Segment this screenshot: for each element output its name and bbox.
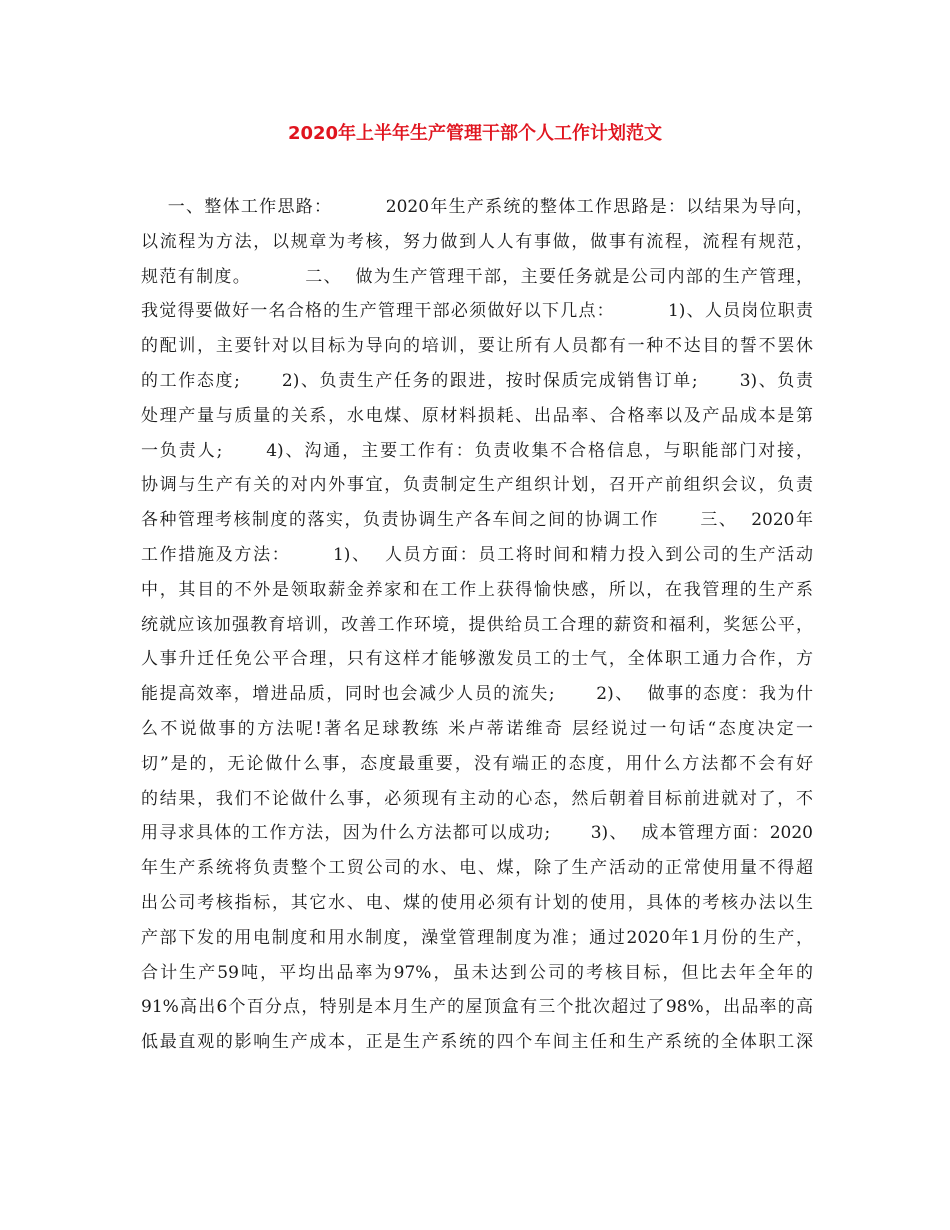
paragraph-line: 出公司考核指标，其它水、电、煤的使用必须有计划的使用，具体的考核办法以生: [141, 892, 813, 913]
paragraph-line: 合计生产59吨，平均出品率为97%，虽未达到公司的考核目标，但比去年全年的: [141, 962, 813, 983]
paragraph-line: 统就应该加强教育培训，改善工作环境，提供给员工合理的薪资和福利，奖惩公平，: [141, 614, 813, 635]
paragraph-line: 工作措施及方法： 1)、 人员方面：员工将时间和精力投入到公司的生产活动: [141, 544, 813, 565]
paragraph-line: 的工作态度; 2)、负责生产任务的跟进，按时保质完成销售订单; 3)、负责: [141, 370, 813, 391]
paragraph-line: 各种管理考核制度的落实，负责协调生产各车间之间的协调工作 三、 2020年: [141, 510, 813, 531]
paragraph-line: 我觉得要做好一名合格的生产管理干部必须做好以下几点： 1)、人员岗位职责: [141, 301, 813, 322]
paragraph-line: 切”是的，无论做什么事，态度最重要，没有端正的态度，用什么方法都不会有好: [141, 753, 813, 774]
paragraph-line: 产部下发的用电制度和用水制度，澡堂管理制度为准；通过2020年1月份的生产，: [141, 927, 813, 948]
paragraph-line: 规范有制度。 二、 做为生产管理干部，主要任务就是公司内部的生产管理，: [141, 266, 813, 287]
document-title: 2020年上半年生产管理干部个人工作计划范文: [287, 123, 663, 144]
paragraph-line: 一、整体工作思路： 2020年生产系统的整体工作思路是：以结果为导向，: [141, 197, 813, 217]
paragraph-line: 以流程为方法，以规章为考核，努力做到人人有事做，做事有流程，流程有规范，: [141, 231, 813, 252]
paragraph-line: 年生产系统将负责整个工贸公司的水、电、煤，除了生产活动的正常使用量不得超: [141, 858, 813, 879]
paragraph-line: 用寻求具体的工作方法，因为什么方法都可以成功; 3)、 成本管理方面：2020: [141, 823, 813, 844]
paragraph-line: 91%高出6个百分点，特别是本月生产的屋顶盒有三个批次超过了98%，出品率的高: [141, 997, 813, 1018]
paragraph-line: 中，其目的不外是领取薪金养家和在工作上获得愉快感，所以，在我管理的生产系: [141, 579, 813, 600]
paragraph-line: 的结果，我们不论做什么事，必须现有主动的心态，然后朝着目标前进就对了，不: [141, 788, 813, 809]
paragraph-line: 低最直观的影响生产成本，正是生产系统的四个车间主任和生产系统的全体职工深: [141, 1032, 813, 1053]
document-body: [141, 190, 813, 1060]
paragraph-line: 么不说做事的方法呢!著名足球教练 米卢蒂诺维奇 层经说过一句话“态度决定一: [141, 718, 813, 739]
paragraph-line: 的配训，主要针对以目标为导向的培训，要让所有人员都有一种不达目的誓不罢休: [141, 336, 813, 357]
paragraph-line: 协调与生产有关的对内外事宜，负责制定生产组织计划，召开产前组织会议，负责: [141, 475, 813, 496]
paragraph-line: 处理产量与质量的关系，水电煤、原材料损耗、出品率、合格率以及产品成本是第: [141, 405, 813, 426]
paragraph-line: 能提高效率，增进品质，同时也会减少人员的流失; 2)、 做事的态度：我为什: [141, 684, 813, 705]
paragraph-line: 一负责人; 4)、沟通，主要工作有：负责收集不合格信息，与职能部门对接，: [141, 440, 813, 461]
paragraph-line: 人事升迁任免公平合理，只有这样才能够激发员工的士气，全体职工通力合作，方: [141, 649, 813, 670]
